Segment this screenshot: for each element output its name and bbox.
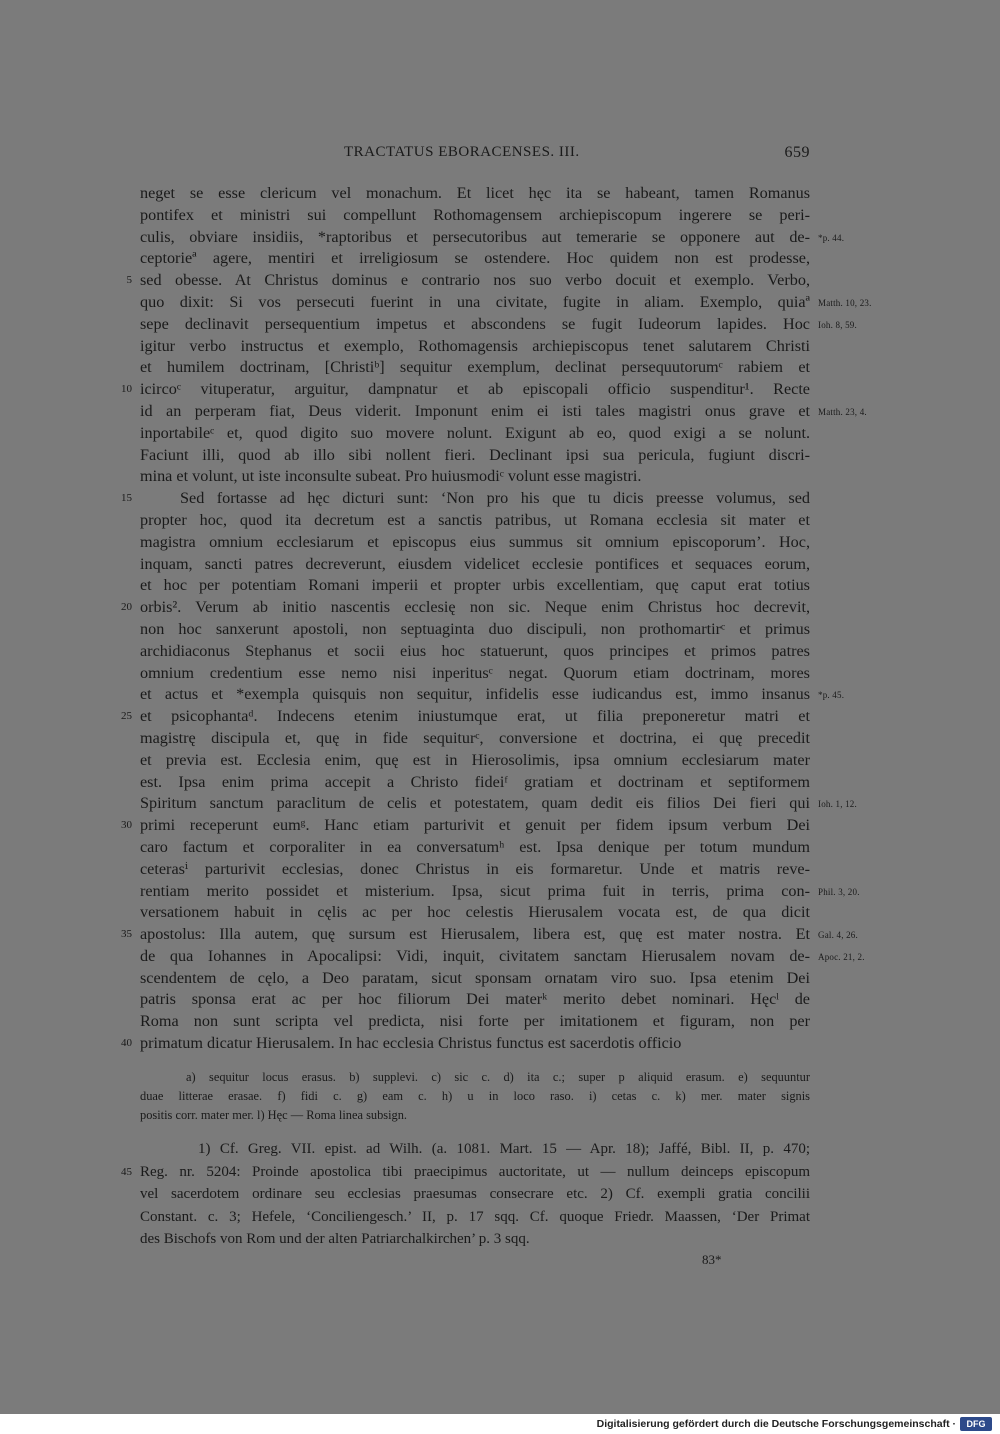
text-line xyxy=(140,684,845,706)
margin-reference: Matth. 23, 4. xyxy=(818,406,867,417)
line-text: omnium credentium esse nemo nisi inperitusᶜ negat. Quorum etiam doctrinam, mores xyxy=(140,663,810,682)
line-number: 30 xyxy=(121,819,132,832)
footnote-text: 1) Cf. Greg. VII. epist. ad Wilh. (a. 1081. Mart. 15 — Apr. 18); Jaffé, Bibl. II, p. 470; xyxy=(198,1141,810,1157)
line-text: ceptorieª agere, mentiri et irreligiosum se ostendere. Hoc quidem non est prodesse, xyxy=(140,249,810,268)
text-line xyxy=(140,336,810,358)
line-text: culis, obviare insidiis, *raptoribus et persecutoribus aut temerarie se opponere aut de- xyxy=(140,227,810,246)
footnotes xyxy=(121,1138,810,1251)
line-text: et hoc per potentiam Romani imperii et propter urbis excellentiam, quę caput erat totius xyxy=(140,576,810,595)
margin-reference: Ioh. 8, 59. xyxy=(818,319,857,330)
line-number: 5 xyxy=(126,274,132,287)
text-line xyxy=(140,859,810,881)
running-header xyxy=(140,144,810,166)
line-text: magistrę discipula et, quę in fide sequiturᶜ, conversione et doctrina, ei quę precedit xyxy=(140,728,810,747)
text-line xyxy=(140,728,810,750)
text-line xyxy=(140,989,810,1011)
text-line xyxy=(140,750,810,772)
footnote-line xyxy=(140,1206,810,1229)
page-number: 659 xyxy=(784,144,810,161)
footnote-text: vel sacerdotem ordinare seu ecclesias praesumas consecrare etc. 2) Cf. exempli gratia concilii xyxy=(140,1186,810,1202)
line-text: icircoᶜ vituperatur, arguitur, dampnatur et ab episcopali officio suspenditur¹. Recte xyxy=(140,380,810,399)
signature-mark: 83* xyxy=(702,1252,722,1267)
margin-reference: Matth. 10, 23. xyxy=(818,297,872,308)
text-line xyxy=(140,575,810,597)
text-line xyxy=(140,663,810,685)
line-text: non hoc sanxerunt apostoli, non septuaginta duo discipuli, non prothomartirᶜ et primus xyxy=(140,619,810,638)
line-text: magistra omnium ecclesiarum et episcopus eius summus sit omnium episcoporum’. Hoc, xyxy=(140,532,810,551)
apparatus-line: duae litterae erasae. f) fidi c. g) eam c. h) u in loco raso. i) cetas c. k) mer. mater signis xyxy=(140,1089,810,1103)
running-title: TRACTATUS EBORACENSES. III. xyxy=(344,144,580,160)
footer-bar xyxy=(0,1414,1000,1434)
line-text: id an perperam fiat, Deus viderit. Imponunt enim ei isti tales magistri onus grave et xyxy=(140,401,810,420)
text-line xyxy=(140,641,810,663)
line-text: Roma non sunt scripta vel predicta, nisi forte per imitationem et figuram, non per xyxy=(140,1012,810,1031)
margin-reference: *p. 45. xyxy=(818,690,845,701)
line-text: mina et volunt, ut iste inconsulte subeat. Pro huiusmodiᶜ volunt esse magistri. xyxy=(140,467,642,486)
text-line xyxy=(140,205,810,227)
margin-reference: Ioh. 1, 12. xyxy=(818,799,857,810)
text-line xyxy=(121,597,810,619)
footnote-line xyxy=(140,1183,810,1206)
line-text: et previa est. Ecclesia enim, quę est in Hierosolimis, ipsa omnium ecclesiarum mater xyxy=(140,750,810,769)
line-text: caro factum et corporaliter in ea conversatumʰ est. Ipsa denique per totum mundum xyxy=(140,837,810,856)
footnote-line xyxy=(140,1138,810,1161)
line-text: et psicophantaᵈ. Indecens etenim iniustumque erat, ut filia preponeretur matri et xyxy=(140,707,810,726)
line-text: rentiam merito possidet et misterium. Ipsa, sicut prima fuit in terris, prima con- xyxy=(140,881,810,900)
line-number: 15 xyxy=(121,492,132,505)
text-line xyxy=(140,401,867,423)
apparatus-line: positis corr. mater mer. l) Hęc — Roma linea subsign. xyxy=(140,1108,408,1122)
text-line xyxy=(121,1033,810,1055)
line-number: 40 xyxy=(121,1037,132,1050)
line-number: 35 xyxy=(121,928,132,941)
line-text: igitur verbo instructus et exemplo, Rothomagensis archiepiscopus tenet salutarem Christi xyxy=(140,336,810,355)
line-text: patris sponsa erat ac per hoc filiorum Dei materᵏ merito debet nominari. Hęcˡ de xyxy=(140,990,810,1009)
footnote-text: Constant. c. 3; Hefele, ‘Conciliengesch.’ II, p. 17 sqq. Cf. quoque Friedr. Maassen, ‘Der Primat xyxy=(140,1208,810,1225)
line-text: sed obesse. At Christus dominus e contrario nos suo verbo docuit et exemplo. Verbo, xyxy=(140,271,810,290)
text-line xyxy=(140,183,810,205)
text-line xyxy=(140,532,810,554)
line-text: Faciunt illi, quod ab illo sibi nollent fieri. Declinant ipsi sua pericula, fugiunt discri- xyxy=(140,445,810,464)
margin-reference: Apoc. 21, 2. xyxy=(818,951,865,962)
text-line xyxy=(121,815,810,837)
text-line xyxy=(140,445,810,467)
line-text: et actus et *exempla quisquis non sequitur, infidelis esse iudicandus est, immo insanus xyxy=(140,685,810,704)
apparatus-line: a) sequitur locus erasus. b) supplevi. c) sic c. d) ita c.; super p aliquid erasum. e) sequuntur xyxy=(186,1070,810,1084)
text-line xyxy=(140,968,810,990)
line-text: ceterasⁱ parturivit ecclesias, donec Christus in eis formaretur. Unde et matris reve- xyxy=(140,859,810,878)
line-number: 20 xyxy=(121,601,132,614)
footnote-text: des Bischofs von Rom und der alten Patriarchalkirchen’ p. 3 sqq. xyxy=(140,1231,530,1247)
margin-reference: Gal. 4, 26. xyxy=(818,930,858,941)
text-line xyxy=(140,772,810,794)
line-text: primi receperunt eumᵍ. Hanc etiam parturivit et genuit per fidem ipsum verbum Dei xyxy=(140,816,810,835)
line-text: apostolus: Illa autem, quę sursum est Hierusalem, libera est, quę est mater nostra. Et xyxy=(140,925,810,944)
text-line xyxy=(140,357,810,379)
line-text: est. Ipsa enim prima accepit a Christo fideiᶠ gratiam et doctrinam et septiformem xyxy=(140,772,810,791)
line-text: inportabileᶜ et, quod digito suo movere nolunt. Exigunt ab eo, quod exigi a se nolunt. xyxy=(140,423,810,442)
text-line xyxy=(140,510,810,532)
text-line xyxy=(121,924,858,946)
footnote-text: Reg. nr. 5204: Proinde apostolica tibi praecipimus auctoritate, ut — nullum deinceps episcopum xyxy=(140,1163,810,1180)
line-text: propter hoc, quod ita decretum est a sanctis patribus, ut Romana ecclesia sit mater et xyxy=(140,510,810,529)
text-line xyxy=(140,1011,810,1033)
text-line xyxy=(140,248,810,270)
text-line xyxy=(121,488,810,510)
line-text: inquam, sancti patres decreverunt, eiusdem videlicet ecclesie pontifices et sequaces eorum, xyxy=(140,554,810,573)
main-text xyxy=(121,183,872,1055)
text-line xyxy=(121,706,810,728)
line-text: versationem habuit in cęlis ac per hoc celestis Hierusalem vocata est, de qua dicit xyxy=(140,903,810,922)
line-text: pontifex et ministri sui compellunt Rothomagensem archiepiscopum ingerere se peri- xyxy=(140,205,810,224)
margin-reference: Phil. 3, 20. xyxy=(818,886,860,897)
text-line xyxy=(140,466,810,488)
text-line xyxy=(140,292,872,314)
text-line xyxy=(140,423,810,445)
text-line xyxy=(140,793,857,815)
line-text: primatum dicatur Hierusalem. In hac ecclesia Christus functus est sacerdotis officio xyxy=(140,1034,682,1053)
line-text: et humilem doctrinam, [Christiᵇ] sequitur exemplum, declinat persequutorumᶜ rabiem et xyxy=(140,358,810,377)
text-line xyxy=(126,270,810,292)
line-text: scendentem de cęlo, a Deo paratam, sicut sponsam ornatam viro suo. Ipsa etenim Dei xyxy=(140,968,810,987)
line-number: 45 xyxy=(121,1165,132,1178)
dfg-logo: DFG xyxy=(960,1417,992,1431)
line-number: 10 xyxy=(121,383,132,396)
line-text: de qua Iohannes in Apocalipsi: Vidi, inquit, civitatem sanctam Hierusalem novam de- xyxy=(140,946,810,965)
footer-credit: Digitalisierung gefördert durch die Deutsche Forschungsgemeinschaft · xyxy=(596,1418,956,1430)
footnote-line xyxy=(121,1161,810,1184)
line-text: Spiritum sanctum paraclitum de celis et potestatem, quam dedit eis filios Dei fieri qui xyxy=(140,794,810,813)
line-text: Sed fortasse ad hęc dicturi sunt: ‘Non pro his que tu dicis preesse volumus, sed xyxy=(180,489,810,508)
text-line xyxy=(140,881,860,903)
line-text: orbis². Verum ab initio nascentis ecclesię non sic. Neque enim Christus hoc decrevit, xyxy=(140,598,810,617)
line-text: archidiaconus Stephanus et socii eius hoc statuerunt, quos principes et primos patres xyxy=(140,641,810,660)
line-number: 25 xyxy=(121,710,132,723)
text-line xyxy=(140,837,810,859)
margin-reference: *p. 44. xyxy=(818,232,845,243)
text-line xyxy=(140,227,845,249)
text-line xyxy=(140,314,857,336)
text-line xyxy=(140,619,810,641)
text-line xyxy=(121,379,810,401)
critical-apparatus xyxy=(140,1068,810,1125)
line-text: neget se esse clericum vel monachum. Et licet hęc ita se habeant, tamen Romanus xyxy=(140,184,810,202)
footnote-line xyxy=(140,1228,810,1251)
text-line xyxy=(140,902,810,924)
text-line xyxy=(140,946,865,968)
line-text: quo dixit: Si vos persecuti fuerint in una civitate, fugite in aliam. Exemplo, quiaª xyxy=(140,292,810,311)
text-line xyxy=(140,554,810,576)
line-text: sepe declinavit persequentium impetus et abscondens se fugit Iudeorum lapides. Hoc xyxy=(140,314,810,333)
